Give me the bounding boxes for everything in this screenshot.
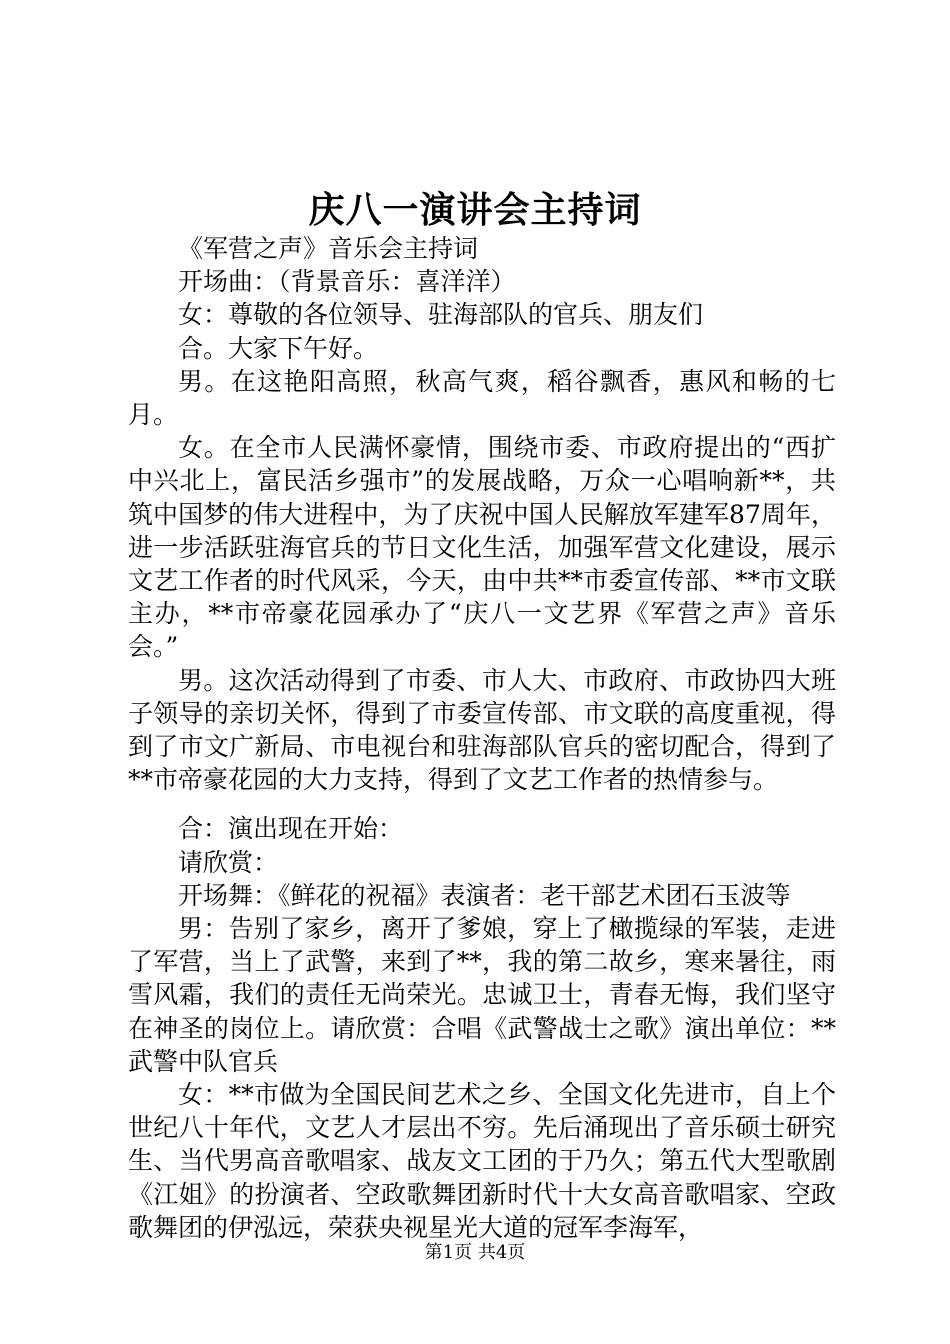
paragraph: 请欣赏： [178,847,279,877]
paragraph: 女：**市做为全国民间艺术之乡、全国文化先进市，自上个世纪八十年代，文艺人才层出不穷。先后涌现出了音乐硕士研究生、当代男高音歌唱家、战友文工团的于乃久；第五代大型歌剧《江姐》的扮演者、空政歌舞团新时代十大女高音歌唱家、空政歌舞团的伊泓远，荣获央视星光大道的冠军李海军， [128,1080,836,1242]
paragraph: 开场舞：《鲜花的祝福》表演者：老干部艺术团石玉波等 [178,880,791,910]
paragraph: 男。这次活动得到了市委、市人大、市政府、市政协四大班子领导的亲切关怀，得到了市委宣传部、市文联的高度重视，得到了市文广新局、市电视台和驻海部队官兵的密切配合，得到了**市帝豪花园的大力支持，得到了文艺工作者的热情参与。 [128,665,836,795]
paragraph: 男：告别了家乡，离开了爹娘，穿上了橄揽绿的军装，走进了军营，当上了武警，来到了**，我的第二故乡，寒来暑往，雨雪风霜，我们的责任无尚荣光。忠诚卫士，青春无悔，我们坚守在神圣的岗位上。请欣赏：合唱《武警战士之歌》演出单位：**武警中队官兵 [128,914,836,1076]
document-body [128,232,836,1244]
page-title: 庆八一演讲会主持词 [308,189,642,231]
paragraph: 女：尊敬的各位领导、驻海部队的官兵、朋友们 [178,300,704,330]
page-footer: 第1页 共4页 [424,1242,526,1263]
paragraph: 《军营之声》音乐会主持词 [178,234,479,263]
paragraph: 合：演出现在开始： [178,814,404,844]
paragraph: 女。在全市人民满怀豪情，围绕市委、市政府提出的“西扩中兴北上，富民活乡强市”的发展战略，万众一心唱响新**，共筑中国梦的伟大进程中，为了庆祝中国人民解放军建军87周年，进一步活跃驻海官兵的节日文化生活，加强军营文化建设，展示文艺工作者的时代风采，今天，由中共**市委宣传部、**市文联主办，**市帝豪花园承办了“庆八一文艺界《军营之声》音乐会。” [128,433,836,662]
paragraph: 合。大家下午好。 [178,333,379,363]
paragraph-spacer [128,796,836,812]
paragraph: 男。在这艳阳高照，秋高气爽，稻谷飘香，惠风和畅的七月。 [128,366,836,430]
paragraph: 开场曲：（背景音乐：喜洋洋） [178,267,516,297]
